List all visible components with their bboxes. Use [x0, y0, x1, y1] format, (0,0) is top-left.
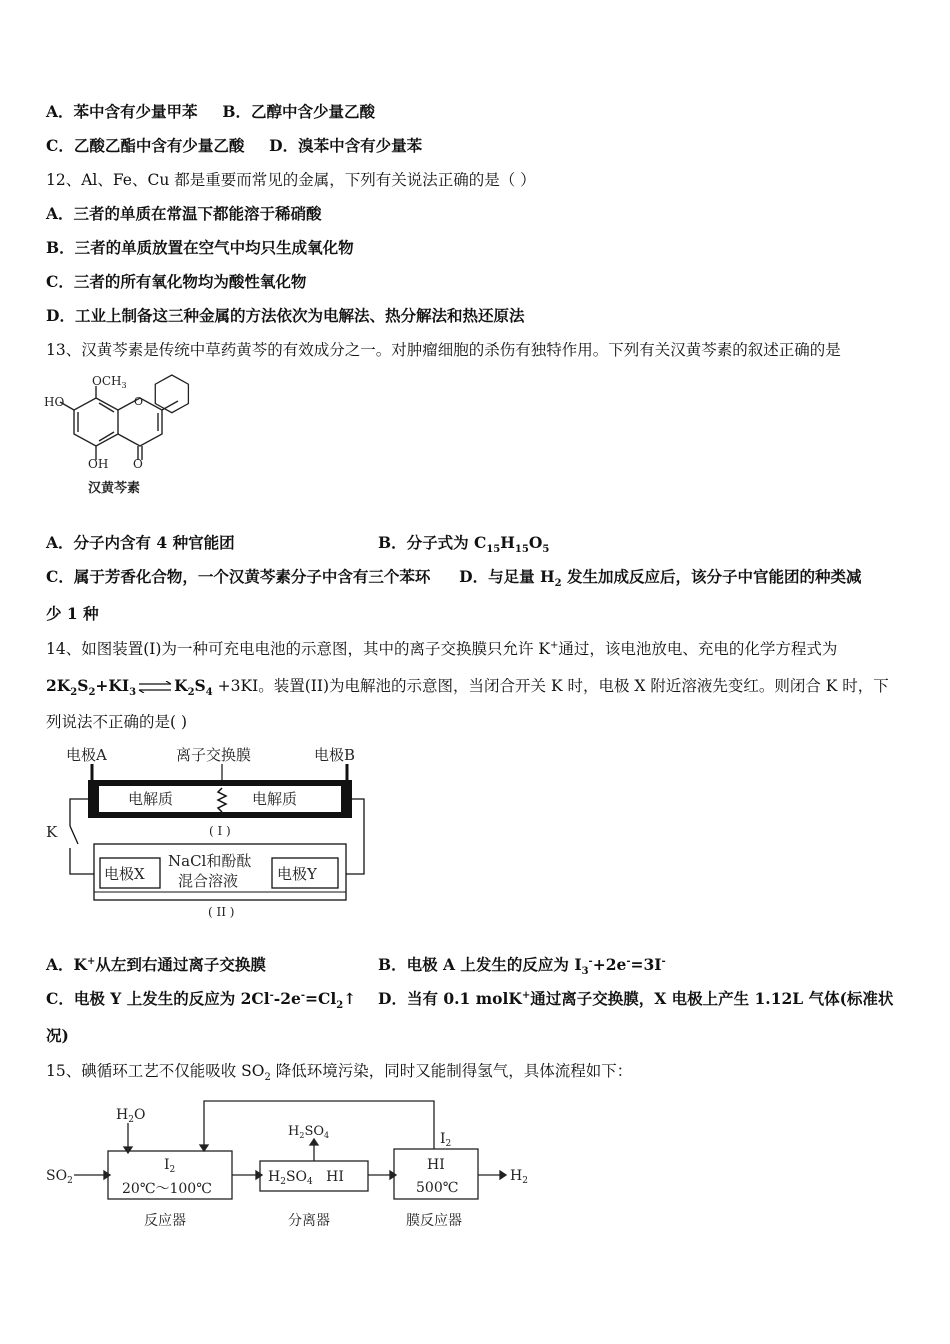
- q11-option-c: C．乙酸乙酯中含有少量乙酸: [46, 136, 245, 155]
- q14-options-row1: [46, 954, 666, 978]
- switch-k-icon: [70, 826, 78, 844]
- q14-option-d: D．当有 0.1 molK+通过离子交换膜，X 电极上产生 1.12L 气体(标准状: [378, 989, 894, 1008]
- reversible-arrow-icon: [138, 681, 172, 693]
- q13-stem: 13、汉黄芩素是传统中草药黄芩的有效成分之一。对肿瘤细胞的杀伤有独特作用。下列有关汉黄芩素的叙述正确的是: [46, 341, 841, 359]
- battery-electrolysis-figure: [44, 740, 374, 925]
- ho-label: HO: [44, 395, 65, 409]
- separator-content: $H_2SO_4$ HI: [268, 1169, 344, 1187]
- wogonin-structure-figure: [44, 370, 214, 500]
- switch-k-label: K: [46, 823, 58, 841]
- electrolyte-left-label: 电解质: [128, 790, 174, 808]
- och3-subscript: 3: [121, 381, 127, 390]
- q13-option-a: A．分子内含有 4 种官能团: [46, 533, 235, 552]
- electrode-x-label: 电极X: [104, 865, 145, 883]
- h2o-label: $H_2O$: [116, 1107, 146, 1125]
- device-ii-label: ( II ): [208, 905, 235, 919]
- q11-option-b: B．乙醇中含少量乙酸: [222, 102, 375, 121]
- carbonyl-oxygen-label: O: [133, 457, 143, 471]
- q14-options-row2: [46, 988, 894, 1012]
- q11-option-d: D．溴苯中含有少量苯: [269, 136, 423, 155]
- h2-output-label: $H_2$: [510, 1168, 528, 1186]
- och3-label: OCH: [92, 374, 122, 388]
- q13-option-d-continued: 少 1 种: [46, 604, 99, 623]
- q12-stem: 12、Al、Fe、Cu 都是重要而常见的金属，下列有关说法正确的是（ ）: [46, 171, 536, 189]
- membrane-label: 离子交换膜: [176, 746, 252, 764]
- q11-option-a: A．苯中含有少量甲苯: [46, 102, 198, 121]
- iodine-cycle-flowchart: [44, 1095, 544, 1235]
- membrane-hi-label: HI: [427, 1157, 445, 1173]
- q14-option-b: B．电极 A 上发生的反应为 $I_3^-+2e^-=3I^-$: [378, 955, 666, 978]
- device-i-label: ( I ): [209, 824, 231, 838]
- wogonin-caption: 汉黄芩素: [88, 481, 141, 496]
- svg-text:OCH3: [92, 374, 127, 390]
- q12-option-b: B．三者的单质放置在空气中均只生成氧化物: [46, 238, 354, 257]
- q13-options-row2: [46, 566, 862, 588]
- q14-option-c: C．电极 Y 上发生的反应为 $2Cl^--2e^-=Cl_2↑$: [46, 989, 357, 1012]
- q11-options-row2: [46, 135, 422, 157]
- reactor-label: 反应器: [144, 1213, 186, 1229]
- solution-label-line1: NaCl和酚酞: [168, 852, 252, 870]
- i2-recycle-label: $I_2$: [440, 1131, 452, 1149]
- membrane-reactor-label: 膜反应器: [406, 1213, 462, 1229]
- electrode-y-label: 电极Y: [277, 865, 317, 883]
- q13-option-d: D．与足量 $H_2$ 发生加成反应后，该分子中官能团的种类减: [459, 567, 862, 590]
- q14-stem-line1: 14、如图装置(I)为一种可充电电池的示意图，其中的离子交换膜只允许 K+通过，该电池放电、充电的化学方程式为: [46, 639, 838, 658]
- q14-option-a: A．K+从左到右通过离子交换膜: [46, 955, 266, 974]
- reactor-i2-label: $I_2$: [164, 1157, 176, 1175]
- phenyl-ring: [155, 375, 188, 413]
- electrode-a-label: 电极A: [66, 746, 107, 764]
- q12-option-a: A．三者的单质在常温下都能溶于稀硝酸: [46, 204, 322, 223]
- separator-label: 分离器: [288, 1213, 330, 1229]
- q14-option-d-continued: 况): [46, 1026, 69, 1045]
- electrolyte-right-label: 电解质: [252, 790, 298, 808]
- q13-option-b: B．分子式为 $C_{15}H_{15}O_5$: [378, 533, 550, 556]
- h2so4-output-label: $H_2SO_4$: [288, 1124, 330, 1140]
- reactor-temperature: 20℃～100℃: [122, 1181, 212, 1197]
- electrode-b-label: 电极B: [314, 746, 356, 764]
- solution-label-line2: 混合溶液: [178, 872, 239, 890]
- q13-option-c: C．属于芳香化合物，一个汉黄芩素分子中含有三个苯环: [46, 567, 431, 586]
- q12-option-d: D．工业上制备这三种金属的方法依次为电解法、热分解法和热还原法: [46, 306, 525, 325]
- q14-stem-line2: $2K_2S_2+KI_3$ $K_2S_4 +3KI$。装置(II)为电解池的示意图，当闭合开关 K 时，电极 X 附近溶液先变红。则闭合 K 时，下: [46, 676, 889, 699]
- benzene-ring-a: [74, 398, 118, 446]
- q11-options-row1: [46, 101, 375, 123]
- q13-options-row1: [46, 532, 550, 556]
- q15-stem: 15、碘循环工艺不仅能吸收 $SO_2$ 降低环境污染，同时又能制得氢气，具体流程如下：: [46, 1062, 633, 1084]
- membrane-temperature: 500℃: [416, 1180, 459, 1196]
- oh-label: OH: [88, 457, 109, 471]
- q14-stem-line3: 列说法不正确的是( ): [46, 713, 188, 731]
- so2-label: $SO_2$: [46, 1168, 73, 1186]
- q12-option-c: C．三者的所有氧化物均为酸性氧化物: [46, 272, 307, 291]
- ring-oxygen-label: O: [134, 395, 144, 408]
